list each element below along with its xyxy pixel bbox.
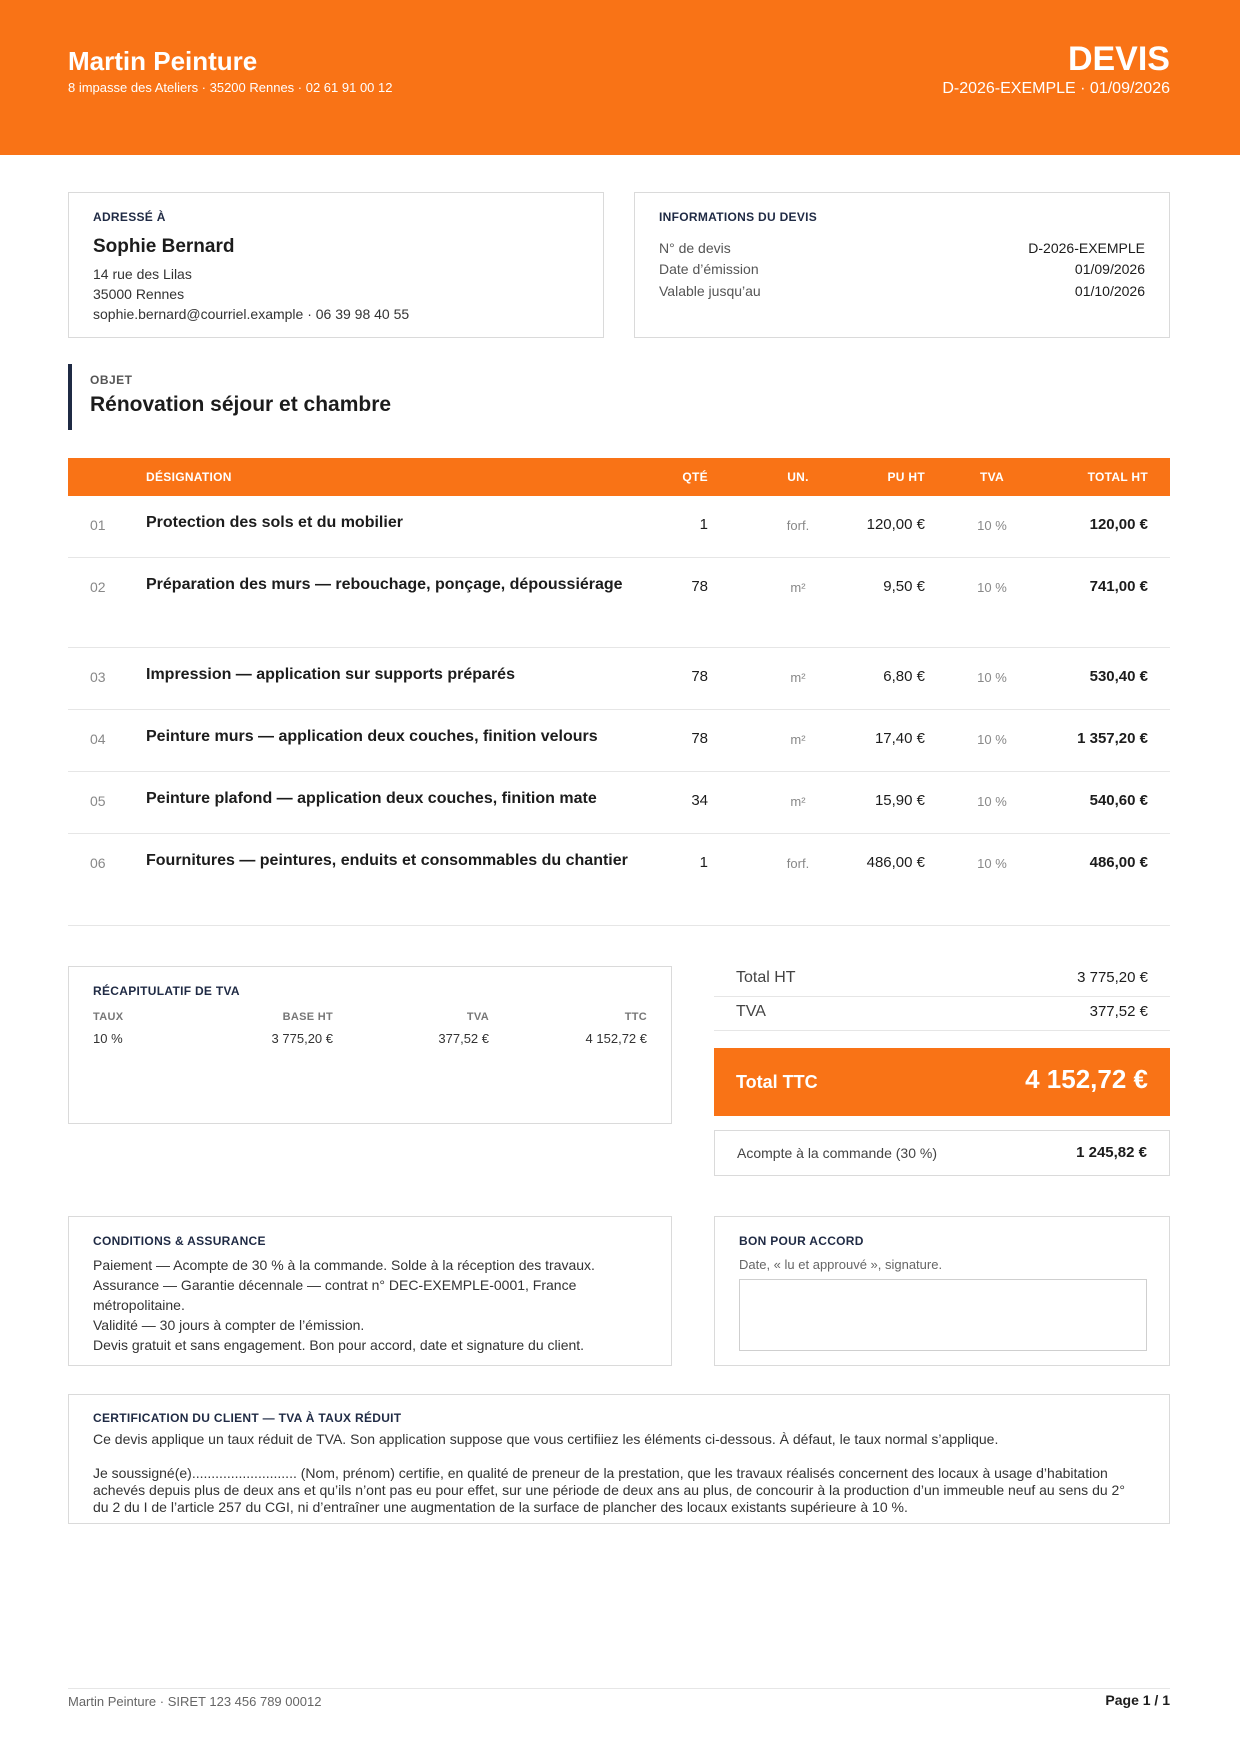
info-value: 01/10/2026 xyxy=(1074,283,1145,299)
tva-value: 377,52 € xyxy=(1089,1003,1148,1020)
row-designation: Peinture murs — application deux couches, finition velours xyxy=(146,728,598,745)
table-row xyxy=(68,710,1170,772)
table-row xyxy=(68,496,1170,558)
footer-divider xyxy=(68,1688,1170,1689)
th-unit: UN. xyxy=(787,470,809,484)
row-pu-ht: 120,00 € xyxy=(866,516,925,533)
recap-base: 3 775,20 € xyxy=(271,1031,333,1046)
row-unit: forf. xyxy=(786,856,810,871)
condition-payment: Paiement — Acompte de 30 % à la commande. Solde à la réception des travaux. xyxy=(93,1257,595,1273)
row-number: 06 xyxy=(90,855,106,871)
total-ttc-value: 4 152,72 € xyxy=(1025,1064,1148,1094)
row-qty: 1 xyxy=(699,854,708,871)
row-qty: 78 xyxy=(691,668,708,685)
row-number: 03 xyxy=(90,669,106,685)
tva-recap-label: RÉCAPITULATIF DE TVA xyxy=(93,984,240,998)
row-total-ht: 1 357,20 € xyxy=(1077,730,1148,747)
certification-intro: Ce devis applique un taux réduit de TVA. Son application suppose que vous certifiiez les éléments ci-dessous. À défaut, le taux normal s’applique. xyxy=(93,1431,999,1447)
row-tva: 10 % xyxy=(977,856,1007,871)
client-address-line1: 14 rue des Lilas xyxy=(93,266,192,282)
total-ht-value: 3 775,20 € xyxy=(1077,969,1148,986)
condition-free-quote: Devis gratuit et sans engagement. Bon pour accord, date et signature du client. xyxy=(93,1337,585,1353)
certification-label: CERTIFICATION DU CLIENT — TVA À TAUX RÉDUIT xyxy=(93,1411,402,1425)
client-address-line2: 35000 Rennes xyxy=(93,286,185,302)
row-total-ht: 530,40 € xyxy=(1089,668,1148,685)
page-number: Page 1 / 1 xyxy=(1105,1692,1170,1708)
approval-hint: Date, « lu et approuvé », signature. xyxy=(739,1257,943,1272)
info-row-valid-until xyxy=(659,283,1145,299)
row-pu-ht: 486,00 € xyxy=(866,854,925,871)
table-row xyxy=(68,772,1170,834)
total-ht-label: Total HT xyxy=(736,969,796,986)
tva-recap-box xyxy=(68,966,672,1124)
th-qty: QTÉ xyxy=(682,470,708,484)
row-qty: 1 xyxy=(699,516,708,533)
row-designation: Fournitures — peintures, enduits et consommables du chantier xyxy=(146,852,628,869)
row-total-ht: 741,00 € xyxy=(1089,578,1148,595)
footer-company-siret: Martin Peinture · SIRET 123 456 789 00012 xyxy=(68,1694,322,1709)
info-value: D-2026-EXEMPLE xyxy=(1028,240,1145,256)
client-address-box xyxy=(68,192,604,338)
row-designation: Préparation des murs — rebouchage, ponçage, dépoussiérage xyxy=(146,576,623,593)
info-value: 01/09/2026 xyxy=(1074,261,1145,277)
row-number: 02 xyxy=(90,579,106,595)
tva-line xyxy=(714,997,1170,1031)
row-designation: Protection des sols et du mobilier xyxy=(146,514,403,531)
recap-header-base: BASE HT xyxy=(282,1011,333,1023)
info-key: Valable jusqu’au xyxy=(659,283,761,299)
page-header xyxy=(0,0,1240,155)
row-pu-ht: 6,80 € xyxy=(883,668,925,685)
client-contact: sophie.bernard@courriel.example · 06 39 98 40 55 xyxy=(93,306,410,322)
row-number: 01 xyxy=(90,517,106,533)
approval-label: BON POUR ACCORD xyxy=(739,1234,864,1248)
objet-accent-bar xyxy=(68,364,72,430)
document-reference: D-2026-EXEMPLE · 01/09/2026 xyxy=(942,80,1170,97)
row-designation: Impression — application sur supports préparés xyxy=(146,666,515,683)
acompte-label: Acompte à la commande (30 %) xyxy=(737,1145,937,1161)
quote-info-label: INFORMATIONS DU DEVIS xyxy=(659,210,818,224)
recap-header-tva: TVA xyxy=(466,1011,489,1023)
row-pu-ht: 17,40 € xyxy=(874,730,925,747)
row-tva: 10 % xyxy=(977,580,1007,595)
row-tva: 10 % xyxy=(977,794,1007,809)
row-tva: 10 % xyxy=(977,518,1007,533)
th-pu-ht: PU HT xyxy=(887,470,925,484)
acompte-box xyxy=(714,1130,1170,1176)
certification-body: Je soussigné(e)........................... (Nom, prénom) certifie, en qualité de preneur de la prestation, que les travaux réalisés concernent des locaux à usage d’habitation achevés depuis plus de deux ans et qu’ils n’ont pas eu pour effet, sur une période de deux ans au plus, de concourir à la production d’un immeuble neuf au sens du 2° du 2 du I de l’article 257 du CGI, ni d’entraîner une augmentation de la surface de plancher des locaux existants supérieure à 10 %. xyxy=(93,1465,1125,1515)
approval-box xyxy=(714,1216,1170,1366)
objet-label: OBJET xyxy=(90,373,133,387)
recap-header-ttc: TTC xyxy=(624,1011,647,1023)
row-designation: Peinture plafond — application deux couches, finition mate xyxy=(146,790,597,807)
table-header xyxy=(68,458,1170,496)
total-ttc-box xyxy=(714,1048,1170,1116)
recap-rate: 10 % xyxy=(93,1031,123,1046)
conditions-text xyxy=(93,1255,653,1355)
objet-title: Rénovation séjour et chambre xyxy=(90,393,392,416)
th-tva: TVA xyxy=(979,470,1004,484)
row-unit: m² xyxy=(790,670,806,685)
client-name: Sophie Bernard xyxy=(93,236,235,257)
row-pu-ht: 15,90 € xyxy=(874,792,925,809)
info-row-issue-date xyxy=(659,261,1145,277)
tva-label: TVA xyxy=(736,1003,766,1020)
row-pu-ht: 9,50 € xyxy=(883,578,925,595)
table-row xyxy=(68,648,1170,710)
info-key: Date d’émission xyxy=(659,261,759,277)
row-qty: 78 xyxy=(691,730,708,747)
row-unit: m² xyxy=(790,732,806,747)
acompte-value: 1 245,82 € xyxy=(1076,1144,1147,1161)
th-designation: DÉSIGNATION xyxy=(146,470,232,484)
table-row xyxy=(68,558,1170,648)
total-ttc-label: Total TTC xyxy=(736,1072,818,1092)
row-number: 05 xyxy=(90,793,106,809)
info-key: N° de devis xyxy=(659,240,731,256)
info-row-number xyxy=(659,240,1145,256)
condition-insurance: Assurance — Garantie décennale — contrat n° DEC-EXEMPLE-0001, France métropolitaine. xyxy=(93,1277,577,1313)
th-total-ht: TOTAL HT xyxy=(1087,470,1148,484)
company-name: Martin Peinture xyxy=(68,46,258,76)
row-total-ht: 540,60 € xyxy=(1089,792,1148,809)
row-unit: forf. xyxy=(786,518,810,533)
row-unit: m² xyxy=(790,794,806,809)
document-type: DEVIS xyxy=(1067,40,1170,78)
certification-box xyxy=(68,1394,1170,1524)
recap-ttc: 4 152,72 € xyxy=(585,1031,647,1046)
row-total-ht: 486,00 € xyxy=(1089,854,1148,871)
row-qty: 34 xyxy=(691,792,708,809)
quote-info-box xyxy=(634,192,1170,338)
recap-tva: 377,52 € xyxy=(438,1031,489,1046)
row-unit: m² xyxy=(790,580,806,595)
client-box-label: ADRESSÉ À xyxy=(93,210,166,224)
recap-header-rate: TAUX xyxy=(93,1011,124,1023)
row-number: 04 xyxy=(90,731,106,747)
table-row xyxy=(68,834,1170,926)
conditions-label: CONDITIONS & ASSURANCE xyxy=(93,1234,266,1248)
row-total-ht: 120,00 € xyxy=(1089,516,1148,533)
conditions-box xyxy=(68,1216,672,1366)
company-address: 8 impasse des Ateliers · 35200 Rennes · 02 61 91 00 12 xyxy=(68,80,393,95)
row-qty: 78 xyxy=(691,578,708,595)
signature-area[interactable] xyxy=(739,1279,1147,1351)
row-tva: 10 % xyxy=(977,670,1007,685)
row-tva: 10 % xyxy=(977,732,1007,747)
total-ht-line xyxy=(714,963,1170,997)
condition-validity: Validité — 30 jours à compter de l’émission. xyxy=(93,1317,365,1333)
